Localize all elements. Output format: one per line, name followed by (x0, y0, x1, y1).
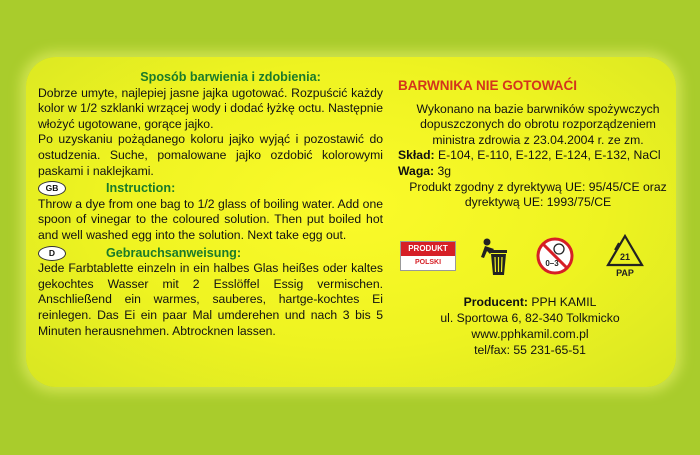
de-text: Jede Farbtablette einzeln in ein halbes Glas heißes oder kaltes gekochtes Wasser mit 2 Esslöffel Essig vermischen. Anschließend ein warmes, sauberes, hartge-kochtes Ei reinlegen. Das Ei ein paar Mal umderehen und nach 3 bis 5 Minuten herausnehmen. Abtrocknen lassen. (38, 261, 383, 338)
de-heading: Gebrauchsanweisung: (106, 245, 242, 260)
pl-heading: Sposób barwienia i zdobienia: (140, 70, 321, 84)
gb-text: Throw a dye from one bag to 1/2 glass of boiling water. Add one spoon of vinegar to the coloured solution. Then put boiled hot and well washed egg into the solution. Next take egg out. (38, 196, 383, 242)
gb-heading-row (38, 181, 383, 197)
gb-heading: Instruction: (106, 181, 176, 196)
weight-line (398, 164, 678, 180)
tidyman-bin-icon (478, 237, 512, 279)
producer-block (420, 294, 640, 358)
basis-text: Wykonano na bazie barwników spożywczych dopuszczonych do obrotu rozporządzeniem ministra zdrowia z 23.04.2004 r. ze zm. (416, 101, 660, 147)
pl-paragraph-1: Dobrze umyte, najlepiej jasne jajka ugotować. Rozpuścić każdy kolor w 1/2 szklanki wrzącej wody i dodać łyżkę octu. Następnie włożyć ugotowane, gorące jajko. (38, 85, 383, 131)
directive-text: Produkt zgodny z dyrektywą UE: 95/45/CE oraz dyrektywą UE: 1993/75/CE (409, 179, 667, 210)
pap-21-recycling-icon (605, 233, 645, 279)
produkt-polski-top: PRODUKT (401, 242, 455, 256)
produkt-polski-logo (400, 241, 456, 271)
pap-label: PAP (616, 268, 634, 278)
age-label: 0–3 (545, 259, 559, 268)
producer-address: ul. Sportowa 6, 82-340 Tolkmicko (440, 311, 620, 325)
gb-badge: GB (38, 181, 66, 196)
weight-value: 3g (437, 163, 452, 178)
pap-number: 21 (619, 252, 631, 262)
producer-website: www.pphkamil.com.pl (471, 327, 589, 341)
composition-line (398, 148, 678, 164)
composition-value: E-104, E-110, E-122, E-124, E-132, NaCl (437, 148, 661, 163)
produkt-polski-bottom: POLSKI (414, 259, 442, 266)
producer-label: Producent: (463, 295, 528, 309)
producer-phone: tel/fax: 55 231-65-51 (474, 343, 586, 357)
not-for-children-0-3-icon (535, 235, 575, 277)
info-column (398, 78, 678, 211)
do-not-boil-warning: BARWNIKA NIE GOTOWAĆI (398, 78, 578, 93)
producer-line (420, 294, 640, 310)
symbols-row (400, 233, 670, 293)
instructions-column (38, 70, 383, 339)
de-badge: D (38, 246, 66, 261)
de-heading-row (38, 246, 383, 262)
composition-label: Skład: (398, 148, 435, 163)
pl-paragraph-2: Po uzyskaniu pożądanego koloru jajko wyjąć i pozostawić do ostudzenia. Suche, pomalowane jajko ozdobić kolorowymi paskami i naklejkami. (38, 132, 383, 178)
producer-name: PPH KAMIL (531, 295, 597, 309)
weight-label: Waga: (398, 163, 435, 178)
